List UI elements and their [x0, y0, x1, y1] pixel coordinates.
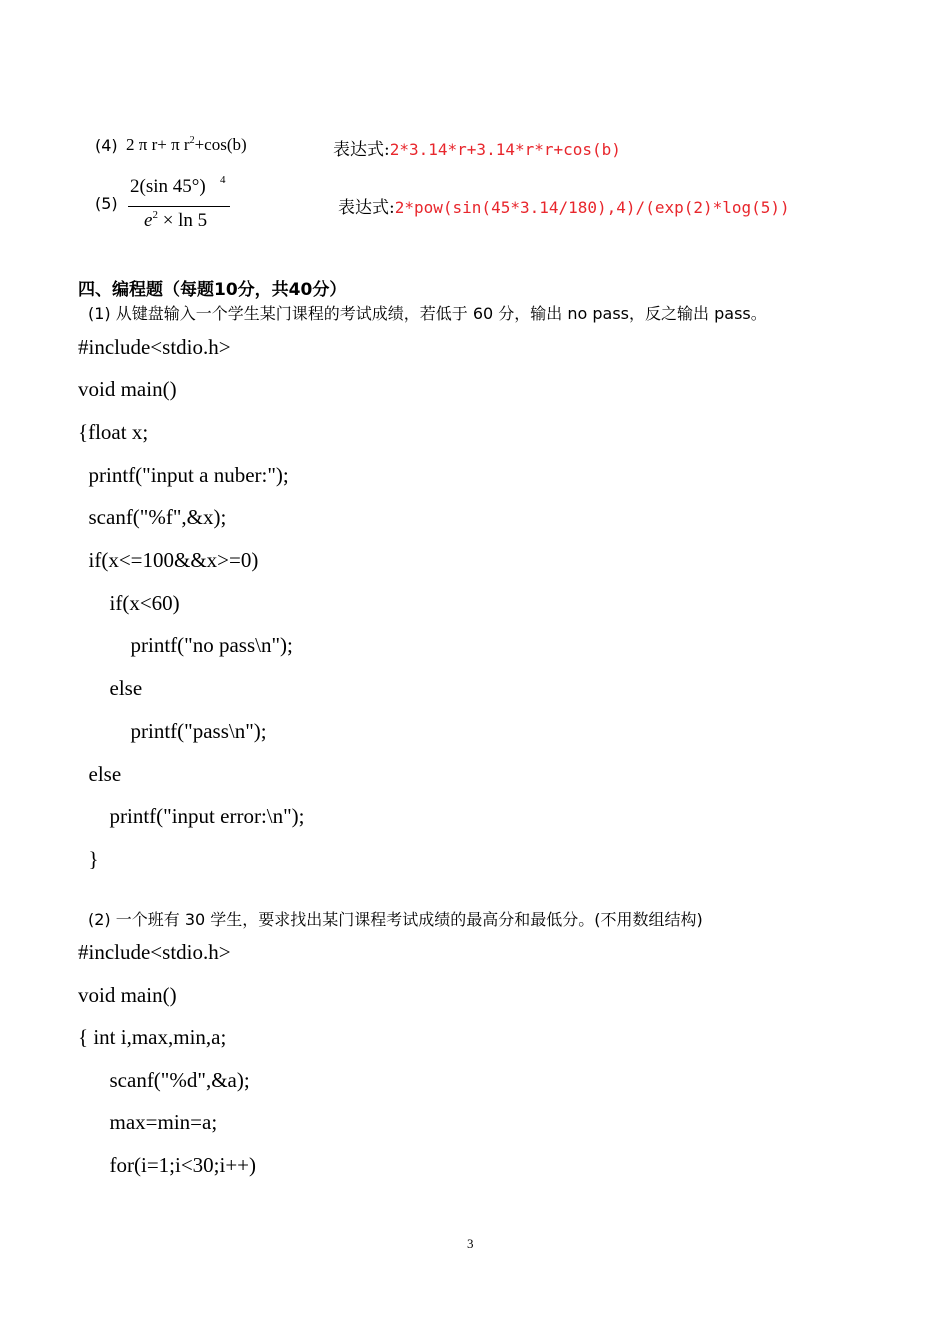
expression-value: 2*pow(sin(45*3.14/180),4)/(exp(2)*log(5)) — [394, 198, 790, 217]
question-2: (2) 一个班有 30 学生，要求找出某门课程考试成绩的最高分和最低分。(不用数组结构) — [88, 910, 703, 929]
item-4-expression — [333, 135, 621, 160]
code-line: void main() — [78, 377, 177, 401]
code-line: printf("no pass\n"); — [78, 633, 293, 657]
denominator-e: e — [144, 210, 153, 231]
item-4-formula — [126, 135, 247, 155]
code-line: if(x<=100&&x>=0) — [78, 548, 259, 572]
fraction-bar — [128, 206, 230, 207]
formula-4-part-b: +cos(b) — [194, 135, 247, 154]
code-line: { int i,max,min,a; — [78, 1025, 227, 1049]
fraction-numerator: 2(sin 45°) — [130, 176, 206, 197]
item-5-label: (5) — [95, 194, 118, 213]
denominator-rest: × ln 5 — [157, 210, 208, 231]
item-5-expression — [338, 193, 790, 218]
code-line: {float x; — [78, 420, 149, 444]
code-line: else — [78, 762, 122, 786]
code-line: printf("input error:\n"); — [78, 804, 305, 828]
formula-4-part-a: 2 π r+ π r — [126, 135, 190, 154]
expression-label: 表达式: — [333, 140, 390, 160]
code-line: max=min=a; — [78, 1110, 218, 1134]
code-line: } — [78, 847, 99, 871]
code-line: #include<stdio.h> — [78, 940, 231, 964]
code-line: scanf("%f",&x); — [78, 505, 227, 529]
item-4-label: (4) — [95, 136, 118, 155]
code-line: else — [78, 676, 143, 700]
code-line: for(i=1;i<30;i++) — [78, 1153, 257, 1177]
code-line: #include<stdio.h> — [78, 335, 231, 359]
section-title: 四、编程题（每题10分，共40分） — [78, 280, 347, 300]
item-5-fraction — [128, 176, 232, 234]
page-number: 3 — [467, 1236, 474, 1251]
code-line: printf("input a nuber:"); — [78, 463, 289, 487]
code-line: void main() — [78, 983, 177, 1007]
fraction-denominator — [144, 209, 207, 232]
code-line: scanf("%d",&a); — [78, 1068, 250, 1092]
formula-4-exponent: 2 — [189, 135, 195, 146]
code-line: printf("pass\n"); — [78, 719, 267, 743]
expression-label: 表达式: — [338, 198, 395, 218]
denominator-exponent: 2 — [152, 209, 158, 221]
question-1: (1) 从键盘输入一个学生某门课程的考试成绩，若低于 60 分，输出 no pass，反之输出 pass。 — [88, 304, 767, 323]
numerator-exponent: 4 — [220, 174, 226, 186]
expression-value: 2*3.14*r+3.14*r*r+cos(b) — [389, 140, 621, 159]
code-line: if(x<60) — [78, 591, 180, 615]
